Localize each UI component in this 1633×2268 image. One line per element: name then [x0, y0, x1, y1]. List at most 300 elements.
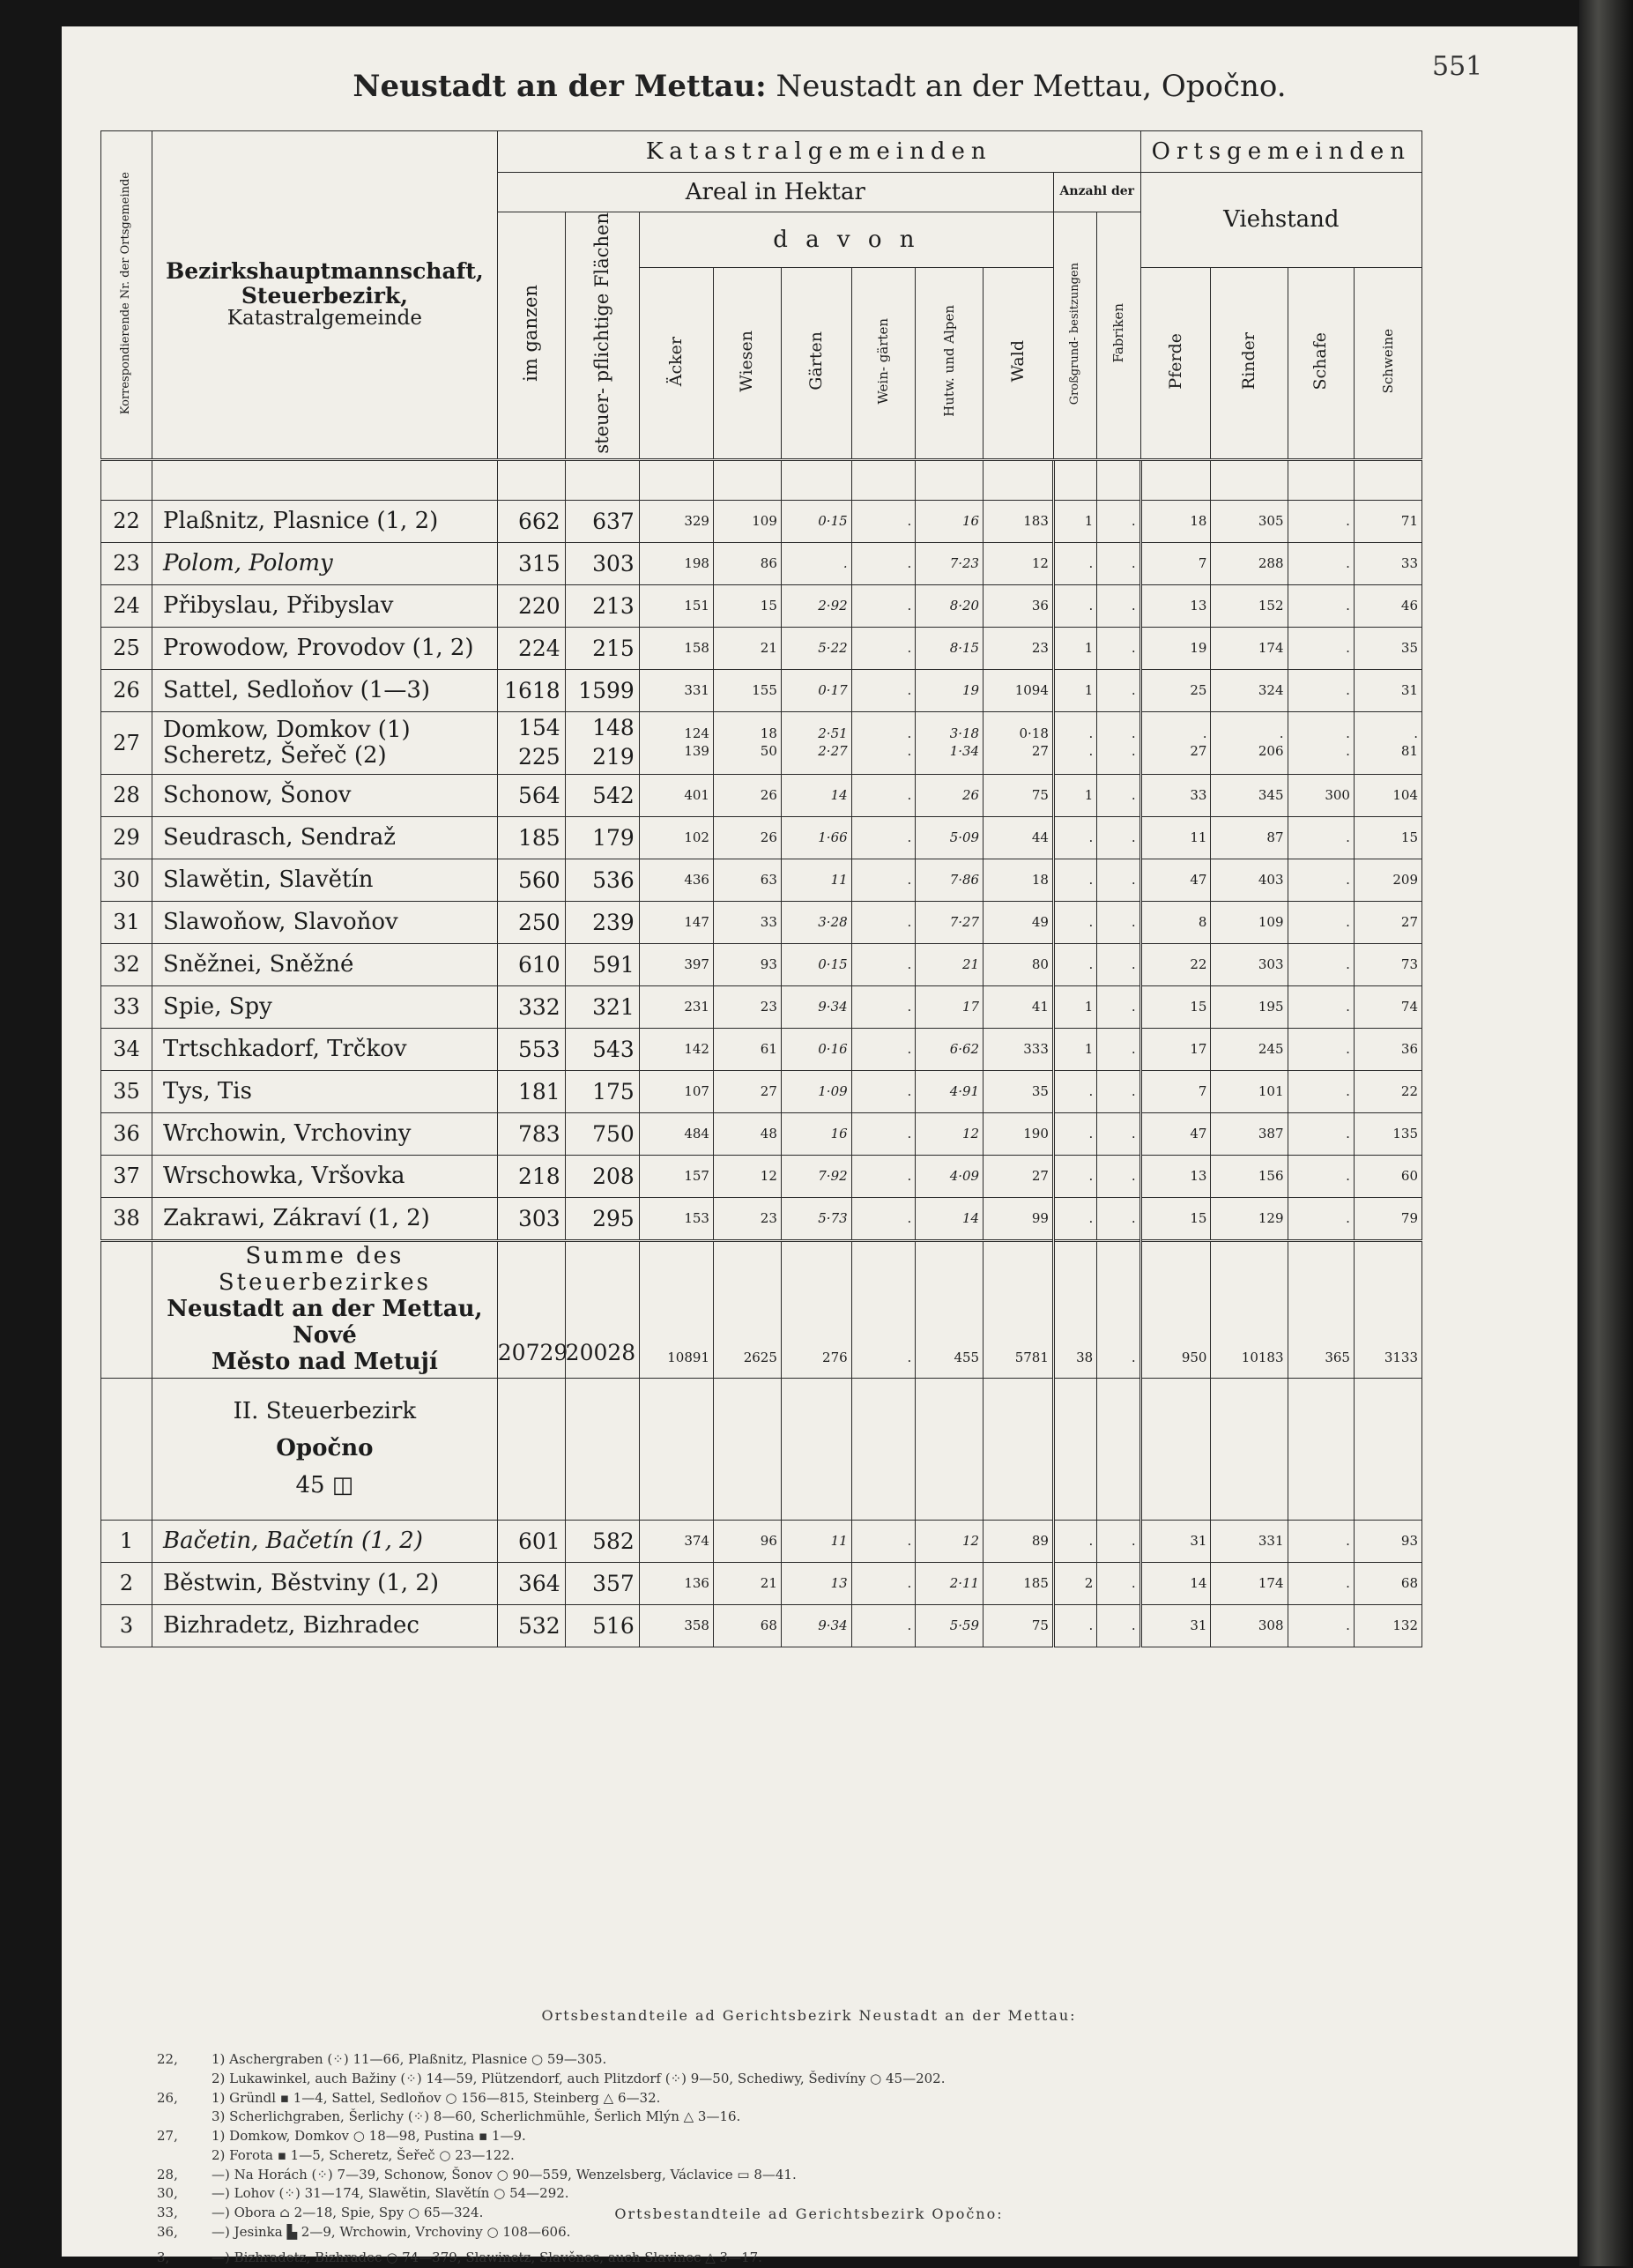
cell-wald: 44	[984, 816, 1054, 859]
footnote-ref: 27,	[157, 2128, 178, 2145]
cell-fabriken: .	[1097, 1520, 1140, 1562]
cell-wiesen: 33	[713, 901, 781, 943]
header-fabriken: Fabriken	[1097, 212, 1140, 460]
cell-wiesen: 21	[713, 627, 781, 669]
cell-wiesen: 93	[713, 943, 781, 985]
cell-aecker	[639, 1378, 713, 1520]
row-number: 27	[101, 711, 152, 774]
cell-schafe: .	[1288, 816, 1354, 859]
row-name: Seudrasch, Sendraž	[152, 816, 498, 859]
cell-hutweiden: 5·59	[916, 1604, 984, 1647]
cell-schweine: 71	[1354, 500, 1421, 542]
cell-schafe: .	[1288, 1604, 1354, 1647]
cell-pferde: 13	[1140, 1155, 1211, 1197]
header-bezirk: Bezirkshauptmannschaft, Steuerbezirk, Katastralgemeinde	[152, 131, 498, 460]
cell-weingaerten: .	[851, 1070, 916, 1112]
cell-schafe: .	[1288, 1028, 1354, 1070]
cell-wald: 333	[984, 1028, 1054, 1070]
cell-im-ganzen: 364	[497, 1562, 565, 1604]
cell-wald: 75	[984, 1604, 1054, 1647]
footnote-line	[157, 2146, 1461, 2166]
table-row	[101, 1562, 1422, 1604]
footnote-line	[157, 2249, 1461, 2268]
cell-schafe	[1288, 1378, 1354, 1520]
cell-im-ganzen: 185	[497, 816, 565, 859]
cell-schweine: 60	[1354, 1155, 1421, 1197]
cell-grossgrund: .	[1053, 1112, 1096, 1155]
cell-schafe: .	[1288, 859, 1354, 901]
cell-schafe: .	[1288, 500, 1354, 542]
cell-b: 27	[1031, 742, 1049, 759]
cell-hutweiden: 5·09	[916, 816, 984, 859]
cell-hutweiden: 7·23	[916, 542, 984, 584]
cell-schafe: .	[1288, 1112, 1354, 1155]
row-number: 35	[101, 1070, 152, 1112]
cell-wiesen: 2625	[713, 1240, 781, 1378]
cell-hutweiden	[916, 711, 984, 774]
cell-rinder: 195	[1211, 985, 1288, 1028]
cell-steuerpflichtig: 20028	[565, 1240, 639, 1378]
summary-label-line: Neustadt an der Mettau, Nové	[167, 1295, 483, 1349]
cell-aecker: 397	[639, 943, 713, 985]
row-name: Spie, Spy	[152, 985, 498, 1028]
footnote-ref: 22,	[157, 2051, 178, 2068]
cell-b: .	[1346, 742, 1350, 759]
table-row	[101, 774, 1422, 816]
cell-pferde: 47	[1140, 1112, 1211, 1155]
cell-aecker: 231	[639, 985, 713, 1028]
cell-wald: 12	[984, 542, 1054, 584]
cell-pferde	[1140, 1378, 1211, 1520]
cell-im-ganzen: 218	[497, 1155, 565, 1197]
table-row	[101, 1155, 1422, 1197]
cell-weingaerten: .	[851, 1197, 916, 1240]
row-number: 29	[101, 816, 152, 859]
cell-aecker: 10891	[639, 1240, 713, 1378]
header-hutweiden: Hutw. und Alpen	[916, 268, 984, 459]
cell-weingaerten: .	[851, 669, 916, 711]
header-viehstand: Viehstand	[1140, 173, 1421, 268]
row-number: 34	[101, 1028, 152, 1070]
row-name: Bizhradetz, Bizhradec	[152, 1604, 498, 1647]
cell-a: 124	[684, 725, 709, 742]
cell-fabriken: .	[1097, 500, 1140, 542]
cell-weingaerten	[851, 1378, 916, 1520]
row-name: Sněžnei, Sněžné	[152, 943, 498, 985]
book-spine	[1579, 0, 1633, 2266]
table-row	[101, 1604, 1422, 1647]
row-name: Plaßnitz, Plasnice (1, 2)	[152, 500, 498, 542]
cell-steuerpflichtig: 582	[565, 1520, 639, 1562]
cell-rinder: 305	[1211, 500, 1288, 542]
cell-grossgrund	[1053, 1378, 1096, 1520]
cell-im-ganzen: 20729	[497, 1240, 565, 1378]
row-name: Slawětin, Slavětín	[152, 859, 498, 901]
cell-im-ganzen: 224	[497, 627, 565, 669]
cell-wiesen: 15	[713, 584, 781, 627]
cell-schweine: 3133	[1354, 1240, 1421, 1378]
cell-im-ganzen: 303	[497, 1197, 565, 1240]
cell-grossgrund: 1	[1053, 985, 1096, 1028]
row-number: 23	[101, 542, 152, 584]
notes-caption: Ortsbestandteile ad Gerichtsbezirk Neustadt an der Mettau:	[541, 2007, 1077, 2024]
cell-pferde: 17	[1140, 1028, 1211, 1070]
cell-gaerten: 14	[781, 774, 851, 816]
cell-aecker: 153	[639, 1197, 713, 1240]
cell-rinder: 174	[1211, 1562, 1288, 1604]
cell-grossgrund: .	[1053, 943, 1096, 985]
cell-steuerpflichtig: 637	[565, 500, 639, 542]
cell-b: 219	[592, 743, 635, 770]
row-number: 28	[101, 774, 152, 816]
footnotes-opocno	[157, 2204, 1461, 2268]
subheading-label	[152, 1378, 498, 1520]
cell-pferde: 7	[1140, 1070, 1211, 1112]
table-row	[101, 901, 1422, 943]
cell-pferde: 31	[1140, 1604, 1211, 1647]
cell-schweine: 33	[1354, 542, 1421, 584]
row-number: 22	[101, 500, 152, 542]
cell-fabriken	[1097, 1378, 1140, 1520]
cell-b: 139	[684, 742, 709, 759]
cell-steuerpflichtig	[565, 711, 639, 774]
footnote-text: —) Jesinka ▙ 2—9, Wrchowin, Vrchoviny ○ 108—606.	[212, 2223, 571, 2240]
cell-weingaerten: .	[851, 1155, 916, 1197]
cell-aecker: 374	[639, 1520, 713, 1562]
cell-rinder: 303	[1211, 943, 1288, 985]
cell-wiesen: 26	[713, 774, 781, 816]
title-rest: Neustadt an der Mettau, Opočno.	[776, 69, 1287, 104]
cell-im-ganzen: 181	[497, 1070, 565, 1112]
cell-wald: 49	[984, 901, 1054, 943]
subheading-line: II. Steuerbezirk	[233, 1398, 417, 1425]
cell-aecker: 436	[639, 859, 713, 901]
cell-rinder: 156	[1211, 1155, 1288, 1197]
cell-im-ganzen: 220	[497, 584, 565, 627]
cell-hutweiden: 4·09	[916, 1155, 984, 1197]
cell-schweine: 209	[1354, 859, 1421, 901]
cell-grossgrund: 1	[1053, 500, 1096, 542]
footnote-text: 2) Lukawinkel, auch Bažiny (⁘) 14—59, Plützendorf, auch Plitzdorf (⁘) 9—50, Schediwy, Šedivíny ○ 45—202.	[212, 2070, 946, 2086]
header-wiesen: Wiesen	[713, 268, 781, 459]
cell-weingaerten: .	[851, 1520, 916, 1562]
cell-a: .	[907, 725, 912, 742]
cell-weingaerten	[851, 711, 916, 774]
footnote-ref: 3,	[157, 2249, 170, 2266]
footnote-line	[157, 2070, 1461, 2089]
cell-wiesen: 96	[713, 1520, 781, 1562]
cell-a: 148	[592, 715, 635, 741]
cell-fabriken: .	[1097, 985, 1140, 1028]
row-name: Wrschowka, Vršovka	[152, 1155, 498, 1197]
cell-aecker: 484	[639, 1112, 713, 1155]
cell-grossgrund: 1	[1053, 774, 1096, 816]
cell-schweine: 27	[1354, 901, 1421, 943]
cell-fabriken: .	[1097, 1028, 1140, 1070]
cell-wald: 23	[984, 627, 1054, 669]
header-pferde: Pferde	[1140, 268, 1211, 459]
row-name: Běstwin, Běstviny (1, 2)	[152, 1562, 498, 1604]
row-name: Wrchowin, Vrchoviny	[152, 1112, 498, 1155]
header-davon: d a v o n	[639, 212, 1053, 268]
cell-grossgrund: .	[1053, 816, 1096, 859]
cell-wald: 185	[984, 1562, 1054, 1604]
footnote-text: 3) Scherlichgraben, Šerlichy (⁘) 8—60, Scherlichmühle, Šerlich Mlýn △ 3—16.	[212, 2108, 741, 2125]
cell-wald	[984, 1378, 1054, 1520]
cell-fabriken: .	[1097, 627, 1140, 669]
cell-hutweiden: 455	[916, 1240, 984, 1378]
footnote-text: 1) Aschergraben (⁘) 11—66, Plaßnitz, Plasnice ○ 59—305.	[212, 2051, 607, 2068]
cell-schafe: .	[1288, 943, 1354, 985]
cell-wald: 190	[984, 1112, 1054, 1155]
cell-fabriken: .	[1097, 542, 1140, 584]
cell-schweine: 68	[1354, 1562, 1421, 1604]
cell-pferde	[1140, 711, 1211, 774]
cell-grossgrund: 1	[1053, 669, 1096, 711]
cell-b: 81	[1400, 742, 1418, 759]
cell-gaerten	[781, 711, 851, 774]
cell-schafe: .	[1288, 584, 1354, 627]
cell-gaerten: 0·16	[781, 1028, 851, 1070]
cell-schweine: 36	[1354, 1028, 1421, 1070]
cell-gaerten: 5·22	[781, 627, 851, 669]
cell-weingaerten: .	[851, 1562, 916, 1604]
cell-wiesen: 12	[713, 1155, 781, 1197]
row-name: Zakrawi, Zákraví (1, 2)	[152, 1197, 498, 1240]
title-bold: Neustadt an der Mettau:	[353, 69, 767, 104]
cell-wiesen: 21	[713, 1562, 781, 1604]
cell-schweine: 15	[1354, 816, 1421, 859]
cell-hutweiden: 6·62	[916, 1028, 984, 1070]
cell-wald: 18	[984, 859, 1054, 901]
cell-b: 206	[1258, 742, 1284, 759]
cell-fabriken: .	[1097, 816, 1140, 859]
row-name: Polom, Polomy	[152, 542, 498, 584]
cell-schweine: 73	[1354, 943, 1421, 985]
cell-im-ganzen: 553	[497, 1028, 565, 1070]
cell-steuerpflichtig: 536	[565, 859, 639, 901]
cell-grossgrund: .	[1053, 584, 1096, 627]
cell-weingaerten: .	[851, 627, 916, 669]
cell-schafe: .	[1288, 669, 1354, 711]
cell-gaerten: 3·28	[781, 901, 851, 943]
row-name: Slawoňow, Slavoňov	[152, 901, 498, 943]
row-number: 2	[101, 1562, 152, 1604]
cell-steuerpflichtig: 516	[565, 1604, 639, 1647]
cell-a: 3·18	[949, 725, 980, 742]
footnote-text: —) Lohov (⁘) 31—174, Slawětin, Slavětín ○ 54—292.	[212, 2185, 569, 2202]
cell-weingaerten: .	[851, 500, 916, 542]
cell-a: 18	[760, 725, 777, 742]
table-row	[101, 1070, 1422, 1112]
cell-steuerpflichtig: 239	[565, 901, 639, 943]
header-gaerten: Gärten	[781, 268, 851, 459]
cell-hutweiden: 16	[916, 500, 984, 542]
cell-gaerten: 9·34	[781, 1604, 851, 1647]
table-body	[101, 459, 1422, 1647]
cell-pferde: 19	[1140, 627, 1211, 669]
cell-grossgrund: .	[1053, 901, 1096, 943]
cell-grossgrund: .	[1053, 1604, 1096, 1647]
header-steuerpflichtig: steuer- pflichtige Flächen	[565, 212, 639, 460]
row-name-a: Domkow, Domkov (1)	[163, 717, 411, 744]
cell-rinder: 324	[1211, 669, 1288, 711]
cell-wiesen: 23	[713, 985, 781, 1028]
cell-wiesen: 27	[713, 1070, 781, 1112]
cell-pferde: 22	[1140, 943, 1211, 985]
page-title	[62, 69, 1577, 104]
cell-rinder: 87	[1211, 816, 1288, 859]
cell-rinder: 331	[1211, 1520, 1288, 1562]
cell-gaerten: 9·34	[781, 985, 851, 1028]
row-name: Tys, Tis	[152, 1070, 498, 1112]
cell-a: .	[1279, 725, 1284, 742]
cell-schafe: .	[1288, 1520, 1354, 1562]
footnote-ref: 28,	[157, 2166, 178, 2182]
cell-schafe: .	[1288, 1070, 1354, 1112]
cell-grossgrund: .	[1053, 1520, 1096, 1562]
cell-wald: 41	[984, 985, 1054, 1028]
cell-im-ganzen: 662	[497, 500, 565, 542]
cell-rinder: 345	[1211, 774, 1288, 816]
header-weingaerten: Wein- gärten	[851, 268, 916, 459]
cell-schweine: 46	[1354, 584, 1421, 627]
cell-pferde: 31	[1140, 1520, 1211, 1562]
subheading-row	[101, 1378, 1422, 1520]
cell-wiesen: 68	[713, 1604, 781, 1647]
cell-hutweiden	[916, 1378, 984, 1520]
cell-weingaerten: .	[851, 584, 916, 627]
cell-weingaerten: .	[851, 1240, 916, 1378]
footnote-line	[157, 2127, 1461, 2146]
cell-schweine: 135	[1354, 1112, 1421, 1155]
cell-schafe: .	[1288, 1155, 1354, 1197]
cell-wiesen: 155	[713, 669, 781, 711]
cell-aecker: 142	[639, 1028, 713, 1070]
table-row	[101, 711, 1422, 774]
cell-b: 225	[517, 743, 560, 770]
cell-hutweiden: 12	[916, 1520, 984, 1562]
cell-schweine: 132	[1354, 1604, 1421, 1647]
table-row	[101, 985, 1422, 1028]
cell-fabriken: .	[1097, 1070, 1140, 1112]
header-im-ganzen: im ganzen	[497, 212, 565, 460]
cell-hutweiden: 14	[916, 1197, 984, 1240]
cell-steuerpflichtig: 215	[565, 627, 639, 669]
cell-gaerten: 5·73	[781, 1197, 851, 1240]
cell-wiesen	[713, 711, 781, 774]
summary-label	[152, 1240, 498, 1378]
cell-hutweiden: 12	[916, 1112, 984, 1155]
cell-a: .	[1131, 725, 1136, 742]
cell-weingaerten: .	[851, 1112, 916, 1155]
row-number: 31	[101, 901, 152, 943]
footnote-line	[157, 2108, 1461, 2127]
footnote-text: 2) Forota ▪ 1—5, Scheretz, Šeřeč ○ 23—122.	[212, 2146, 515, 2163]
row-number: 26	[101, 669, 152, 711]
cell-aecker	[639, 711, 713, 774]
cell-schafe: .	[1288, 542, 1354, 584]
cell-pferde: 13	[1140, 584, 1211, 627]
cell-wald: 89	[984, 1520, 1054, 1562]
cell-a: 154	[517, 715, 560, 741]
footnote-line	[157, 2166, 1461, 2185]
row-number	[101, 1378, 152, 1520]
cell-pferde: 47	[1140, 859, 1211, 901]
header-schweine: Schweine	[1354, 268, 1421, 459]
row-number: 36	[101, 1112, 152, 1155]
header-anzahl: Anzahl der	[1053, 173, 1140, 212]
cell-wiesen: 86	[713, 542, 781, 584]
cell-schafe: .	[1288, 901, 1354, 943]
page-number: 551	[1432, 51, 1483, 82]
cell-grossgrund: 38	[1053, 1240, 1096, 1378]
row-number: 33	[101, 985, 152, 1028]
cell-pferde: 7	[1140, 542, 1211, 584]
subheading-line: 45 ◫	[295, 1471, 354, 1498]
table-row	[101, 1197, 1422, 1240]
row-name: Sattel, Sedloňov (1—3)	[152, 669, 498, 711]
cell-grossgrund: .	[1053, 1197, 1096, 1240]
table-row	[101, 859, 1422, 901]
cell-weingaerten: .	[851, 859, 916, 901]
cell-hutweiden: 4·91	[916, 1070, 984, 1112]
cell-aecker: 401	[639, 774, 713, 816]
subheading-line: Opočno	[276, 1434, 374, 1461]
cell-b: .	[1131, 742, 1136, 759]
cell-wiesen	[713, 1378, 781, 1520]
row-number	[101, 1240, 152, 1378]
cell-gaerten: 1·09	[781, 1070, 851, 1112]
cell-fabriken: .	[1097, 1112, 1140, 1155]
header-ortsgemeinden: Ortsgemeinden	[1140, 131, 1421, 173]
footnote-ref: 30,	[157, 2185, 178, 2202]
cell-aecker: 158	[639, 627, 713, 669]
cell-b: 1·34	[949, 742, 980, 759]
cell-im-ganzen: 1618	[497, 669, 565, 711]
cell-aecker: 147	[639, 901, 713, 943]
cell-grossgrund: .	[1053, 542, 1096, 584]
cell-schweine: 31	[1354, 669, 1421, 711]
cell-schweine: 22	[1354, 1070, 1421, 1112]
cell-wald: 27	[984, 1155, 1054, 1197]
row-number: 24	[101, 584, 152, 627]
header-schafe: Schafe	[1288, 268, 1354, 459]
cell-im-ganzen: 783	[497, 1112, 565, 1155]
cell-pferde: 15	[1140, 1197, 1211, 1240]
table-row	[101, 943, 1422, 985]
cell-a: .	[1202, 725, 1207, 742]
cell-steuerpflichtig: 303	[565, 542, 639, 584]
cell-aecker: 102	[639, 816, 713, 859]
cell-steuerpflichtig: 321	[565, 985, 639, 1028]
cell-hutweiden: 7·27	[916, 901, 984, 943]
header-wald: Wald	[984, 268, 1054, 459]
cell-gaerten	[781, 1378, 851, 1520]
header-areal: Areal in Hektar	[497, 173, 1053, 212]
cell-rinder: 288	[1211, 542, 1288, 584]
cell-weingaerten: .	[851, 1028, 916, 1070]
header-katastral: Katastralgemeinden	[497, 131, 1140, 173]
cell-wald: 80	[984, 943, 1054, 985]
cell-schafe: 365	[1288, 1240, 1354, 1378]
cell-weingaerten: .	[851, 943, 916, 985]
cell-hutweiden: 2·11	[916, 1562, 984, 1604]
cell-fabriken: .	[1097, 1197, 1140, 1240]
cell-im-ganzen: 560	[497, 859, 565, 901]
cell-fabriken: .	[1097, 943, 1140, 985]
cell-a: .	[1088, 725, 1094, 742]
